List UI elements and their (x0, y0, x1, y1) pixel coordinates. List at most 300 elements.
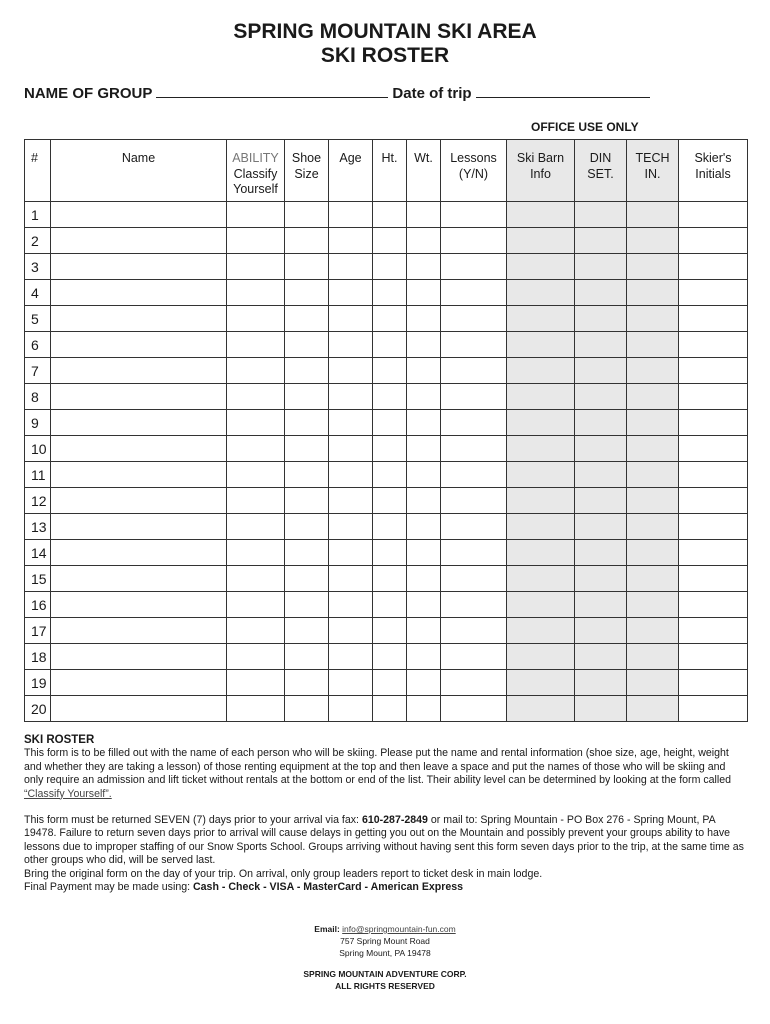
page-title (0, 20, 770, 68)
height-cell[interactable] (373, 462, 407, 488)
office-use-label: OFFICE USE ONLY (531, 120, 639, 134)
initials-cell[interactable] (679, 592, 748, 618)
tech-cell[interactable] (627, 644, 679, 670)
tech-cell[interactable] (627, 280, 679, 306)
din-cell[interactable] (575, 410, 627, 436)
table-row (25, 488, 748, 514)
din-cell[interactable] (575, 566, 627, 592)
table-row (25, 644, 748, 670)
weight-cell[interactable] (407, 462, 441, 488)
row-number: 9 (25, 410, 51, 436)
din-cell[interactable] (575, 254, 627, 280)
weight-cell[interactable] (407, 202, 441, 228)
row-number: 19 (25, 670, 51, 696)
height-cell[interactable] (373, 566, 407, 592)
ski-barn-cell[interactable] (507, 514, 575, 540)
din-cell[interactable] (575, 202, 627, 228)
row-number: 7 (25, 358, 51, 384)
shoe-size-cell[interactable] (285, 306, 329, 332)
din-cell[interactable] (575, 306, 627, 332)
tech-cell[interactable] (627, 254, 679, 280)
age-cell[interactable] (329, 254, 373, 280)
weight-cell[interactable] (407, 696, 441, 722)
table-row (25, 696, 748, 722)
height-cell[interactable] (373, 592, 407, 618)
tech-cell[interactable] (627, 332, 679, 358)
age-cell[interactable] (329, 202, 373, 228)
row-number: 11 (25, 462, 51, 488)
age-cell[interactable] (329, 696, 373, 722)
ski-barn-cell[interactable] (507, 410, 575, 436)
tech-cell[interactable] (627, 488, 679, 514)
din-cell[interactable] (575, 488, 627, 514)
din-cell[interactable] (575, 436, 627, 462)
weight-cell[interactable] (407, 228, 441, 254)
table-row (25, 670, 748, 696)
lessons-cell[interactable] (441, 488, 507, 514)
ski-barn-cell[interactable] (507, 540, 575, 566)
lessons-cell[interactable] (441, 280, 507, 306)
age-cell[interactable] (329, 332, 373, 358)
age-cell[interactable] (329, 306, 373, 332)
ability-cell[interactable] (227, 462, 285, 488)
initials-cell[interactable] (679, 540, 748, 566)
weight-cell[interactable] (407, 514, 441, 540)
age-cell[interactable] (329, 670, 373, 696)
shoe-size-cell[interactable] (285, 228, 329, 254)
initials-cell[interactable] (679, 644, 748, 670)
din-cell[interactable] (575, 228, 627, 254)
contact-block (0, 923, 770, 959)
ski-barn-cell[interactable] (507, 228, 575, 254)
row-number: 8 (25, 384, 51, 410)
din-cell[interactable] (575, 540, 627, 566)
ability-cell[interactable] (227, 670, 285, 696)
ability-cell[interactable] (227, 488, 285, 514)
corp-name: SPRING MOUNTAIN ADVENTURE CORP. (303, 969, 467, 979)
weight-cell[interactable] (407, 280, 441, 306)
ability-cell[interactable] (227, 280, 285, 306)
weight-cell[interactable] (407, 618, 441, 644)
weight-cell[interactable] (407, 644, 441, 670)
instructions-paragraph-1: This form is to be filled out with the name of each person who will be skiing. Please put the name and rental information (shoe size, age, height, weight and whether they are taking a lesson) of those renting equipment at the top and then leave a space and put the names of those who will be skiing and only require an admission and lift ticket without rentals at the bottom or end of the list. Their ability level can be determined by looking at the form called “Classify Yourself”. (24, 747, 732, 800)
din-cell[interactable] (575, 332, 627, 358)
header-number: # (25, 140, 51, 202)
ski-barn-cell[interactable] (507, 306, 575, 332)
din-cell[interactable] (575, 618, 627, 644)
ability-cell[interactable] (227, 644, 285, 670)
age-cell[interactable] (329, 358, 373, 384)
weight-cell[interactable] (407, 306, 441, 332)
header-lessons: Lessons (Y/N) (441, 140, 507, 202)
ski-barn-cell[interactable] (507, 566, 575, 592)
initials-cell[interactable] (679, 514, 748, 540)
name-cell[interactable] (51, 254, 227, 280)
weight-cell[interactable] (407, 592, 441, 618)
shoe-size-cell[interactable] (285, 514, 329, 540)
table-row (25, 410, 748, 436)
height-cell[interactable] (373, 280, 407, 306)
name-cell[interactable] (51, 410, 227, 436)
shoe-size-cell[interactable] (285, 644, 329, 670)
rights-reserved: ALL RIGHTS RESERVED (335, 981, 435, 991)
tech-cell[interactable] (627, 618, 679, 644)
lessons-cell[interactable] (441, 696, 507, 722)
ability-cell[interactable] (227, 332, 285, 358)
initials-cell[interactable] (679, 462, 748, 488)
lessons-cell[interactable] (441, 436, 507, 462)
row-number: 12 (25, 488, 51, 514)
age-cell[interactable] (329, 410, 373, 436)
initials-cell[interactable] (679, 436, 748, 462)
header-weight: Wt. (407, 140, 441, 202)
din-cell[interactable] (575, 280, 627, 306)
row-number: 14 (25, 540, 51, 566)
table-row (25, 306, 748, 332)
ability-cell[interactable] (227, 202, 285, 228)
name-cell[interactable] (51, 618, 227, 644)
name-cell[interactable] (51, 488, 227, 514)
tech-cell[interactable] (627, 696, 679, 722)
height-cell[interactable] (373, 228, 407, 254)
shoe-size-cell[interactable] (285, 202, 329, 228)
shoe-size-cell[interactable] (285, 358, 329, 384)
age-cell[interactable] (329, 228, 373, 254)
header-name: Name (51, 140, 227, 202)
age-cell[interactable] (329, 514, 373, 540)
height-cell[interactable] (373, 514, 407, 540)
lessons-cell[interactable] (441, 254, 507, 280)
header-shoe-size: Shoe Size (285, 140, 329, 202)
age-cell[interactable] (329, 644, 373, 670)
initials-cell[interactable] (679, 332, 748, 358)
header-height: Ht. (373, 140, 407, 202)
weight-cell[interactable] (407, 670, 441, 696)
name-cell[interactable] (51, 202, 227, 228)
tech-cell[interactable] (627, 670, 679, 696)
ability-cell[interactable] (227, 566, 285, 592)
table-row (25, 332, 748, 358)
din-cell[interactable] (575, 644, 627, 670)
row-number: 16 (25, 592, 51, 618)
lessons-cell[interactable] (441, 540, 507, 566)
table-row (25, 254, 748, 280)
age-cell[interactable] (329, 488, 373, 514)
shoe-size-cell[interactable] (285, 592, 329, 618)
tech-cell[interactable] (627, 540, 679, 566)
table-row (25, 462, 748, 488)
weight-cell[interactable] (407, 436, 441, 462)
ability-cell[interactable] (227, 540, 285, 566)
tech-cell[interactable] (627, 514, 679, 540)
row-number: 5 (25, 306, 51, 332)
age-cell[interactable] (329, 618, 373, 644)
ability-cell[interactable] (227, 254, 285, 280)
table-row (25, 592, 748, 618)
height-cell[interactable] (373, 202, 407, 228)
height-cell[interactable] (373, 618, 407, 644)
name-cell[interactable] (51, 514, 227, 540)
ski-barn-cell[interactable] (507, 254, 575, 280)
tech-cell[interactable] (627, 306, 679, 332)
table-row (25, 202, 748, 228)
ability-cell[interactable] (227, 514, 285, 540)
header-tech: TECH IN. (627, 140, 679, 202)
roster-table (24, 139, 748, 722)
tech-cell[interactable] (627, 410, 679, 436)
row-number: 13 (25, 514, 51, 540)
header-row (25, 140, 748, 202)
row-number: 2 (25, 228, 51, 254)
ability-cell[interactable] (227, 358, 285, 384)
ability-cell[interactable] (227, 228, 285, 254)
ability-cell[interactable] (227, 592, 285, 618)
name-cell[interactable] (51, 462, 227, 488)
instructions-paragraph-2: This form must be returned SEVEN (7) days prior to your arrival via fax: 610-287-2849 or mail to: Spring Mountain - PO Box 276 - Spring Mount, PA 19478. Failure to return seven days prior to arrival will cause delays in getting you out on the Mountain and possibly prevent your groups ability to have lessons due to improper staffing of our Snow Sports School. Groups arriving without having sent this form seven days prior to the trip, at the same time as other groups who did, will be served last. (24, 814, 744, 867)
height-cell[interactable] (373, 410, 407, 436)
age-cell[interactable] (329, 566, 373, 592)
ski-barn-cell[interactable] (507, 618, 575, 644)
ability-cell[interactable] (227, 618, 285, 644)
name-cell[interactable] (51, 280, 227, 306)
name-cell[interactable] (51, 644, 227, 670)
name-cell[interactable] (51, 696, 227, 722)
table-row (25, 384, 748, 410)
ability-cell[interactable] (227, 384, 285, 410)
shoe-size-cell[interactable] (285, 618, 329, 644)
header-din: DIN SET. (575, 140, 627, 202)
initials-cell[interactable] (679, 384, 748, 410)
name-cell[interactable] (51, 332, 227, 358)
lessons-cell[interactable] (441, 514, 507, 540)
lessons-cell[interactable] (441, 306, 507, 332)
row-number: 17 (25, 618, 51, 644)
instructions-paragraph-4: Final Payment may be made using: Cash - Check - VISA - MasterCard - American Express (24, 881, 464, 894)
age-cell[interactable] (329, 436, 373, 462)
shoe-size-cell[interactable] (285, 540, 329, 566)
weight-cell[interactable] (407, 540, 441, 566)
shoe-size-cell[interactable] (285, 488, 329, 514)
initials-cell[interactable] (679, 358, 748, 384)
initials-cell[interactable] (679, 254, 748, 280)
shoe-size-cell[interactable] (285, 384, 329, 410)
weight-cell[interactable] (407, 488, 441, 514)
tech-cell[interactable] (627, 566, 679, 592)
ski-barn-cell[interactable] (507, 358, 575, 384)
table-row (25, 514, 748, 540)
weight-cell[interactable] (407, 332, 441, 358)
ability-cell[interactable] (227, 410, 285, 436)
name-cell[interactable] (51, 384, 227, 410)
initials-cell[interactable] (679, 566, 748, 592)
name-cell[interactable] (51, 436, 227, 462)
tech-cell[interactable] (627, 228, 679, 254)
initials-cell[interactable] (679, 696, 748, 722)
table-row (25, 618, 748, 644)
lessons-cell[interactable] (441, 228, 507, 254)
din-cell[interactable] (575, 358, 627, 384)
classify-yourself-link[interactable]: “Classify Yourself”. (24, 787, 112, 800)
height-cell[interactable] (373, 254, 407, 280)
tech-cell[interactable] (627, 592, 679, 618)
shoe-size-cell[interactable] (285, 696, 329, 722)
tech-cell[interactable] (627, 462, 679, 488)
ability-cell[interactable] (227, 436, 285, 462)
lessons-cell[interactable] (441, 644, 507, 670)
age-cell[interactable] (329, 384, 373, 410)
corp-block (0, 968, 770, 992)
tech-cell[interactable] (627, 436, 679, 462)
height-cell[interactable] (373, 488, 407, 514)
roster-body (25, 202, 748, 722)
name-cell[interactable] (51, 306, 227, 332)
ski-barn-cell[interactable] (507, 436, 575, 462)
ski-barn-cell[interactable] (507, 670, 575, 696)
row-number: 15 (25, 566, 51, 592)
table-row (25, 540, 748, 566)
shoe-size-cell[interactable] (285, 462, 329, 488)
din-cell[interactable] (575, 592, 627, 618)
height-cell[interactable] (373, 670, 407, 696)
tech-cell[interactable] (627, 384, 679, 410)
lessons-cell[interactable] (441, 410, 507, 436)
tech-cell[interactable] (627, 202, 679, 228)
instructions-paragraph-3: Bring the original form on the day of your trip. On arrival, only group leaders report to ticket desk in main lodge. (24, 867, 543, 880)
initials-cell[interactable] (679, 670, 748, 696)
din-cell[interactable] (575, 462, 627, 488)
initials-cell[interactable] (679, 280, 748, 306)
trip-date-label: Date of trip (392, 85, 472, 102)
header-ski-barn: Ski Barn Info (507, 140, 575, 202)
name-cell[interactable] (51, 228, 227, 254)
shoe-size-cell[interactable] (285, 670, 329, 696)
ski-barn-cell[interactable] (507, 332, 575, 358)
title-line-1: SPRING MOUNTAIN SKI AREA (233, 20, 537, 43)
weight-cell[interactable] (407, 566, 441, 592)
din-cell[interactable] (575, 384, 627, 410)
ability-cell[interactable] (227, 696, 285, 722)
header-ability: ABILITY Classify Yourself (227, 140, 285, 202)
lessons-cell[interactable] (441, 462, 507, 488)
table-row (25, 358, 748, 384)
age-cell[interactable] (329, 280, 373, 306)
initials-cell[interactable] (679, 618, 748, 644)
weight-cell[interactable] (407, 410, 441, 436)
initials-cell[interactable] (679, 410, 748, 436)
fax-number: 610-287-2849 (361, 814, 428, 827)
din-cell[interactable] (575, 514, 627, 540)
name-cell[interactable] (51, 670, 227, 696)
height-cell[interactable] (373, 540, 407, 566)
email-label: Email: (314, 924, 340, 934)
din-cell[interactable] (575, 696, 627, 722)
table-row (25, 228, 748, 254)
table-row (25, 436, 748, 462)
lessons-cell[interactable] (441, 618, 507, 644)
title-line-2: SKI ROSTER (320, 44, 450, 67)
lessons-cell[interactable] (441, 566, 507, 592)
shoe-size-cell[interactable] (285, 280, 329, 306)
row-number: 18 (25, 644, 51, 670)
height-cell[interactable] (373, 436, 407, 462)
header-age: Age (329, 140, 373, 202)
trip-date-field[interactable] (476, 85, 650, 98)
height-cell[interactable] (373, 306, 407, 332)
initials-cell[interactable] (679, 306, 748, 332)
group-name-label: NAME OF GROUP (24, 85, 153, 102)
lessons-cell[interactable] (441, 384, 507, 410)
ski-barn-cell[interactable] (507, 280, 575, 306)
group-info-line (24, 85, 754, 102)
name-cell[interactable] (51, 358, 227, 384)
row-number: 6 (25, 332, 51, 358)
shoe-size-cell[interactable] (285, 566, 329, 592)
height-cell[interactable] (373, 644, 407, 670)
initials-cell[interactable] (679, 202, 748, 228)
lessons-cell[interactable] (441, 670, 507, 696)
din-cell[interactable] (575, 670, 627, 696)
weight-cell[interactable] (407, 254, 441, 280)
payment-methods: Cash - Check - VISA - MasterCard - American Express (193, 881, 464, 894)
age-cell[interactable] (329, 462, 373, 488)
age-cell[interactable] (329, 540, 373, 566)
ability-cell[interactable] (227, 306, 285, 332)
shoe-size-cell[interactable] (285, 436, 329, 462)
ski-barn-cell[interactable] (507, 202, 575, 228)
shoe-size-cell[interactable] (285, 254, 329, 280)
ski-barn-cell[interactable] (507, 696, 575, 722)
row-number: 4 (25, 280, 51, 306)
name-cell[interactable] (51, 540, 227, 566)
ski-barn-cell[interactable] (507, 384, 575, 410)
lessons-cell[interactable] (441, 202, 507, 228)
ski-barn-cell[interactable] (507, 592, 575, 618)
height-cell[interactable] (373, 696, 407, 722)
height-cell[interactable] (373, 332, 407, 358)
ski-barn-cell[interactable] (507, 462, 575, 488)
instructions-section (24, 734, 746, 894)
lessons-cell[interactable] (441, 358, 507, 384)
address-line-2: Spring Mount, PA 19478 (339, 948, 431, 958)
name-cell[interactable] (51, 592, 227, 618)
email-link[interactable]: info@springmountain-fun.com (342, 924, 456, 934)
ski-barn-cell[interactable] (507, 644, 575, 670)
group-name-field[interactable] (156, 85, 388, 98)
height-cell[interactable] (373, 358, 407, 384)
initials-cell[interactable] (679, 228, 748, 254)
row-number: 20 (25, 696, 51, 722)
weight-cell[interactable] (407, 358, 441, 384)
header-initials: Skier's Initials (679, 140, 748, 202)
lessons-cell[interactable] (441, 592, 507, 618)
shoe-size-cell[interactable] (285, 410, 329, 436)
initials-cell[interactable] (679, 488, 748, 514)
row-number: 10 (25, 436, 51, 462)
table-row (25, 280, 748, 306)
table-row (25, 566, 748, 592)
age-cell[interactable] (329, 592, 373, 618)
name-cell[interactable] (51, 566, 227, 592)
height-cell[interactable] (373, 384, 407, 410)
weight-cell[interactable] (407, 384, 441, 410)
shoe-size-cell[interactable] (285, 332, 329, 358)
tech-cell[interactable] (627, 358, 679, 384)
row-number: 1 (25, 202, 51, 228)
ski-barn-cell[interactable] (507, 488, 575, 514)
lessons-cell[interactable] (441, 332, 507, 358)
row-number: 3 (25, 254, 51, 280)
address-line-1: 757 Spring Mount Road (340, 936, 430, 946)
